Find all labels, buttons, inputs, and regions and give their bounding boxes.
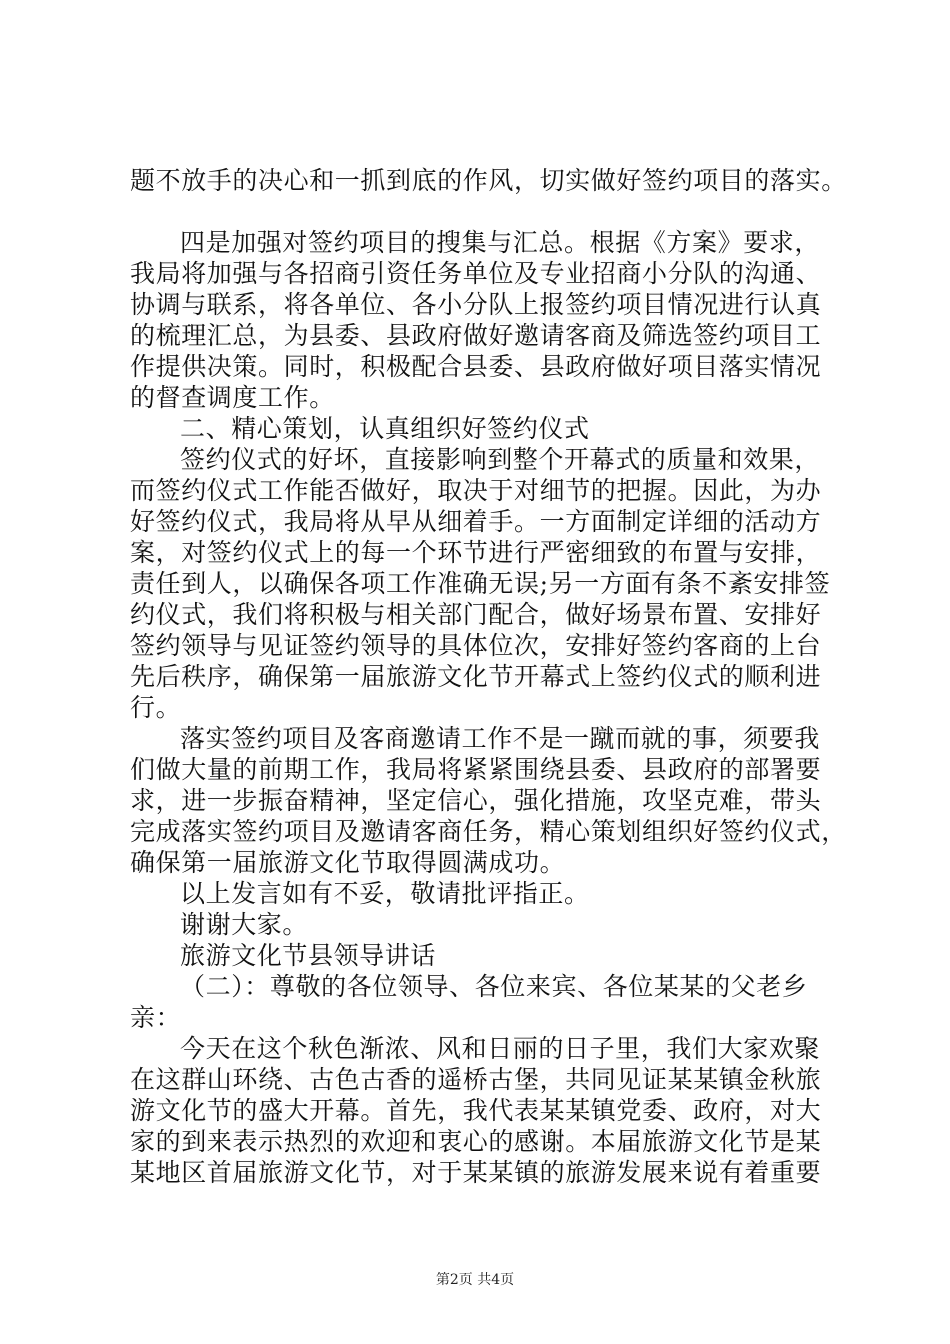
text-line: 游文化节的盛大开幕。首先，我代表某某镇党委、政府，对大 [130, 1096, 822, 1125]
text-line: 谢谢大家。 [180, 910, 309, 939]
paragraph-gap [130, 196, 845, 227]
text-line: 好签约仪式，我局将从早从细着手。一方面制定详细的活动方 [130, 507, 822, 536]
text-line: 落实签约项目及客商邀请工作不是一蹴而就的事，须要我 [180, 724, 821, 753]
text-line: 求，进一步振奋精神，坚定信心，强化措施，攻坚克难，带头 [130, 786, 822, 815]
text-line: 的梳理汇总，为县委、县政府做好邀请客商及筛选签约项目工 [130, 321, 822, 350]
text-line: 今天在这个秋色渐浓、风和日丽的日子里，我们大家欢聚 [180, 1034, 821, 1063]
text-line: 旅游文化节县领导讲话 [180, 941, 437, 970]
text-line: 在这群山环绕、古色古香的遥桥古堡，共同见证某某镇金秋旅 [130, 1065, 822, 1094]
text-line: 的督查调度工作。 [130, 383, 335, 412]
text-line: 先后秩序，确保第一届旅游文化节开幕式上签约仪式的顺利进 [130, 662, 822, 691]
text-line: 四是加强对签约项目的搜集与汇总。根据《方案》要求， [180, 228, 821, 257]
text-line: 家的到来表示热烈的欢迎和衷心的感谢。本届旅游文化节是某 [130, 1127, 822, 1156]
text-line: 亲： [130, 1003, 182, 1032]
text-line: 签约领导与见证签约领导的具体位次，安排好签约客商的上台 [130, 631, 822, 660]
text-line: 责任到人，以确保各项工作准确无误;另一方面有条不紊安排签 [130, 569, 831, 598]
text-line: 确保第一届旅游文化节取得圆满成功。 [130, 848, 566, 877]
text-line: 签约仪式的好坏，直接影响到整个开幕式的质量和效果， [180, 445, 821, 474]
text-line: （二）：尊敬的各位领导、各位来宾、各位某某的父老乡 [180, 972, 808, 1001]
text-line: 而签约仪式工作能否做好，取决于对细节的把握。因此，为办 [130, 476, 822, 505]
document-body [130, 165, 845, 1188]
text-line: 二、精心策划，认真组织好签约仪式 [180, 414, 590, 443]
text-line: 我局将加强与各招商引资任务单位及专业招商小分队的沟通、 [130, 259, 822, 288]
text-line: 完成落实签约项目及邀请客商任务，精心策划组织好签约仪式， [130, 817, 847, 846]
text-line: 某地区首届旅游文化节，对于某某镇的旅游发展来说有着重要 [130, 1158, 822, 1187]
text-line: 题不放手的决心和一抓到底的作风，切实做好签约项目的落实。 [130, 166, 847, 195]
text-line: 协调与联系，将各单位、各小分队上报签约项目情况进行认真 [130, 290, 822, 319]
text-line: 约仪式，我们将积极与相关部门配合，做好场景布置、安排好 [130, 600, 822, 629]
text-line: 案，对签约仪式上的每一个环节进行严密细致的布置与安排， [130, 538, 822, 567]
text-line: 行。 [130, 693, 182, 722]
page-footer: 第2页 共4页 [435, 1272, 515, 1288]
text-line: 们做大量的前期工作，我局将紧紧围绕县委、县政府的部署要 [130, 755, 822, 784]
text-line: 以上发言如有不妥，敬请批评指正。 [180, 879, 590, 908]
text-line: 作提供决策。同时，积极配合县委、县政府做好项目落实情况 [130, 352, 822, 381]
